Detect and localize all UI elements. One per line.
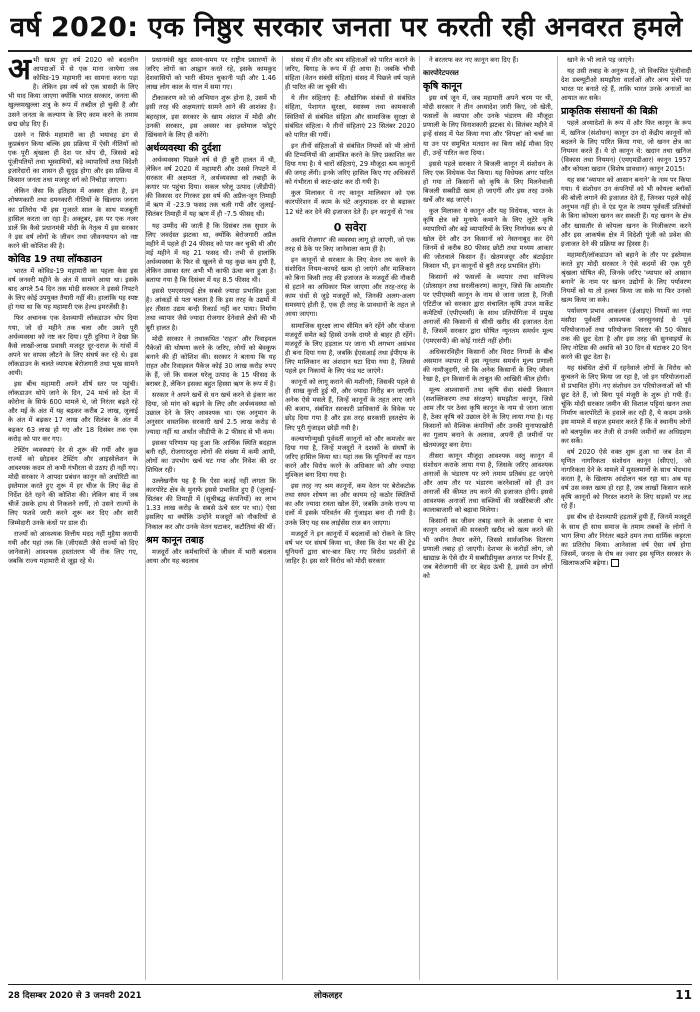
footer-rule <box>8 984 692 985</box>
headline: वर्ष 2020: एक निष्ठुर सरकार जनता पर करती रही अनवरत हमले <box>10 12 683 43</box>
body-paragraph: इन कानूनों से सरकार के लिए वेतन तय करने के संशोधित नियम-कायदे खत्म हो जाएंगे और मालिकान को बिना किसी तरह की इजाजत के मजदूरों की नौकरी से हटाने का अधिकार मिल जाएगा और तरह-तरह के काम धंधों से जुड़े मजदूरों को, जिनकी अलग-अलग समस्याएं होती हैं, एक ही तरह के प्रावधानों के तहत ले आया जाएगा। <box>285 255 415 319</box>
article-column-4 <box>423 56 553 980</box>
column-divider <box>282 56 283 980</box>
body-paragraph: यह सब 'व्यापार को आसान बनाने' के नाम पर किया गया। ये संशोधन उन कंपनियों को भी कोयला ब्लॉकों की बोली लगाने की इजाजत देते हैं, जिनका पहले कोई अनुभव नहीं हो। वे एंड यूज के तमाम पूर्ववर्ती प्रतिबंधों के बिना कोयला खनन कर सकती हैं। यह खनन के क्षेत्र और खासतौर से कोयला खनन के निजीकरण करने और इस आकर्षक क्षेत्र में विदेशी पूंजी को प्रवेश की इजाजत देने की प्रक्रिया का हिस्सा है। <box>561 176 691 248</box>
section-subheading: कृषि कानून <box>423 81 462 93</box>
article-column-2 <box>146 56 276 980</box>
section-break-marker: 0 सवेरा <box>333 220 367 234</box>
body-paragraph: इस बीच महामारी अपने शीर्ष स्तर पर पहुंची। लॉकडाउन थोपे जाने के दिन, 24 मार्च को देश में कोरोना के सिर्फ 600 मामले थे, जो निरंतर बढ़ते रहे और मई के अंत में यह बढ़कर करीब 2 लाख, जुलाई के अंत में बढ़कर 17 लाख और सितंबर के अंत में बढ़कर 63 लाख हो गए और 18 दिसंबर तक एक करोड़ को पार कर गए। <box>8 380 138 443</box>
body-paragraph: मजदूरों और कर्मचारियों के जीवन में भारी बदलाव आया और यह बदलाव <box>146 547 276 565</box>
body-paragraph: मजदूरों ने इन कानूनों में बदलावों को रोकने के लिए वर्ष भर पर संघर्ष किया था, जैसा कि देश भर की ट्रेड यूनियनों द्वारा बार-बार किए गए विरोध प्रदर्शनों से जाहिर है। इस सारे विरोध को मोदी सरकार <box>285 529 415 565</box>
body-paragraph: अर्थव्यवस्था पिछले वर्ष से ही बुरी हालत में थी, लेकिन वर्ष 2020 में महामारी और उससे निपटने में सरकार की अक्षमता ने, अर्थव्यवस्था को तबाही के कगार पर पहुंचा दिया। सकल घरेलू उत्पाद (जीडीपी) की विकास दर गिरकर इस वर्ष की अप्रैल-जून तिमाही में ऋण में -23.9 फसद तक चली गयी और जुलाई-सितंबर तिमाही में यह ऋण में ही -7.5 फीसद थी। <box>146 155 276 219</box>
body-paragraph: राज्यों को आवश्यक वित्तीय मदद नहीं मुहैया करायी गयी और यहां तक कि (जीएसटी जैसे राज्यों को दिए जानेवाले) आवश्यक हस्तांतरण भी रोक लिए गए, जबकि राज्य महामारी से जूझ रहे थे। <box>8 529 138 565</box>
body-paragraph: कुल मिलाकर ये नए कानून मालिकान को एक कारपोरेशन में काम के घंटे अनुत्पादक दर से बढ़ाकर 12 घंटे कर देने की इजाजत देते हैं। इन कानूनों से 'नव <box>285 189 415 216</box>
body-paragraph: भारत में कोविड-19 महामारी का पहला केस इस वर्ष जनवरी महीने के अंत में सामने आया था। इसके बाद अगले 54 दिन तक मोदी सरकार ने इससे निपटने के लिए कोई उपयुक्त तैयारी नहीं की। हालांकि यह स्पष्ट हो गया था कि यह महामारी एक हेल्थ इमरजेंसी है। <box>8 266 138 312</box>
body-paragraph: मूल्य आश्वासनों तथा कृषि सेवा संबंधी किसान (सशक्तिकरण तथा संरक्षण) समझौता कानून, जिसे आम तौर पर ठेका कृषि कानून के नाम से जाना जाता है, ठेका कृषि को उछाल देने के लिए लाया गया है। यह किसानों को वैश्विक कंपनियों और उनकी मुनाफाखोरी का गुलाम बनाने के अलावा, अपनी ही जमीनों पर खेतमजदूर बना देगा। <box>423 386 553 449</box>
body-paragraph: पर्यावरण प्रभाव आकलन (ईआइए) नियमों का नया मसौदा पूर्ववर्ती आवश्यक जनसुनवाई से पूर्व परियोजनाओं तथा परियोजना विस्तार की 50 फीसद तक की छूट देता है और इस तरह की सुनवाइयों के लिए नोटिस की अवधि को 30 दिन से घटाकर 20 दिन करने की छूट देता है। <box>561 307 691 361</box>
issue-date: 28 दिसम्बर 2020 से 3 जनवरी 2021 <box>8 991 142 1001</box>
lead-text: भी खत्म हुए वर्ष 2020 को बदतरीन आपदाओं में से एक माना जायेगा जब कोविड-19 महामारी का सामना करना पड़ा है। लेकिन इस वर्ष को एक त्रासदी के लिए भी याद किया जाएगा क्योंकि भारत सरकार, जनता की खुल्लमखुल्ला शत्रु के रूप में तब्दील हो चुकी है और उसने जनता के कल्याण के लिए काम करने के तमाम छद्म छोड़ दिए हैं। <box>8 56 138 128</box>
body-paragraph: महामारी/लॉकडाउन को बहाने के तौर पर इस्तेमाल करते हुए मोदी सरकार ने ऐसे कदमों की एक पूरी श्रृंखला घोषित की, जिनके जरिए 'व्यापार को आसान बनाने' के नाम पर खनन उद्योगों के लिए पर्यावरण नियमों को या तो हल्का किया जा सके या फिर उनको खत्म किया जा सके। <box>561 250 691 305</box>
body-paragraph: यह संबंधित क्षेत्रों में रहनेवाले लोगों के विरोध को कुचलने के लिए किया जा रहा है, जो इन परियोजनाओं से प्रभावित होंगे। नए संशोधन उन परियोजनाओं को भी छूट देते हैं, जो बिना पूर्व मंजूरी के शुरू हो गयी हैं। चूंकि मोदी सरकार जमीन की विशाल पट्टियां खनन तथा निर्माण कारपोरेटों के हवाले कर रही है, ये कदम उनके इस मामले में सहज हमवार करते हैं कि वे स्थानीय लोगों को बलपूर्वक कर तेजी से उनकी जमीनों का अधिग्रहण कर सकें। <box>561 363 691 445</box>
body-paragraph: तीसरा कानून मौजूदा आवश्यक वस्तु कानून में संशोधन कराके लाया गया है, जिसके जरिए आवश्यक अनाजों के भंडारण पर लगे तमाम प्रतिबंध हट जाएंगे और आम तौर पर भंडारण करनेवालों को ही उन अनाजों की कीमत तय करने की इजाजत होगी। इससे आवश्यक अनाजों तथा सब्जियों की जखीरेबाजी और कालाबाजारी को बढ़ावा मिलेगा। <box>423 451 553 515</box>
body-paragraph: इससे पहले सरकार ने बिजली कानून में संशोधन के लिए एक विधेयक पेश किया। यह विधेयक अगर पारित हो गया तो किसानों को कृषि के लिए मिलनेवाली बिजली सब्सीडी खत्म हो जाएगी और इस तरह उनके खर्चे और बढ़ जाएंगे। <box>423 159 553 205</box>
body-paragraph: किसानों का जीवन तबाह करने के अलावा ये चार कानून अनाजों की सरकारी खरीद को खत्म करने की भी जमीन तैयार करेंगे, जिससे सार्वजनिक वितरण प्रणाली तबाह हो जाएगी। देशभर के करोड़ों लोग, जो खाद्यान्न के ऐसे दौर में सब्सीडीयुक्त अनाज पर निर्भर हैं, जब बेरोजगारी की दर बेहद ऊंची है, इससे उन लोगों को <box>423 517 553 580</box>
body-paragraph: वर्ष 2020 ऐसे वक्त शुरू हुआ था जब देश में घृणित नागरिकता संशोधन कानून (सीएए), जो नागरिकता देने के मामले में मुसलमानों के साथ भेदभाव करता है, के खिलाफ आंदोलन चल रहा था। अब यह वर्ष उस वक्त खत्म हो रहा है, जब लाखों किसान काले कृषि कानूनों को निरस्त कराने के लिए सड़कों पर लड़ रहे हैं। <box>561 447 691 511</box>
body-paragraph: ने बरतरफ कर नए कानून बना दिए हैं। <box>429 56 519 64</box>
body-paragraph: पहले अध्यादेशों के रूप में और फिर कानून के रूप में, खनिज (संशोधन) कानून उन दो केंद्रीय कानूनों को बदलने के लिए पारित किया गया, जो खनन क्षेत्र का नियमन करते हैं। ये दो कानून थे: खदान तथा खनिज (विकास तथा नियमन) (एमएमडीआर) कानून 1957 और कोयला खदान (विशेष प्रावधान) कानून 2015। <box>561 119 691 173</box>
body-paragraph: टीकाकरण को जो अभियान शुरू होना है, उसमें भी इसी तरह की अक्षमताएं सामने आने की आशंका है। बहरहाल, इस सरकार के खाम अंदाज में मोदी और उनकी सरकार, इस अवसर का इस्तेमाल फोटुएं खिंचवाने के लिए ही करेंगे। <box>146 94 276 139</box>
body-paragraph: इस वर्ष जून में, जब महामारी अपने चरम पर थी, मोदी सरकार ने तीन अध्यादेश जारी किए, जो खेती, फसलों के व्यापार और उनके भंडारण की मौजूदा प्रणाली के लिए विनाशकारी झटका थे। सितंबर महीने में इन्हें संसद में पेश किया गया और 'विपक्ष' को चर्चा का या उन पर समुचित मतदान का बिना कोई मौका दिए ही, उन्हें पारित करा दिया। <box>423 94 553 157</box>
body-paragraph: प्रधानमंत्री खुद समय-समय पर राष्ट्रीय प्रसारणों के जरिए लोगों का आह्वान करते रहे, इसके कामकुद देशवासियों को भारी कीमत चुकानी पड़ी और 1.46 लाख लोग काल के गाल में समा गए। <box>146 56 276 92</box>
body-paragraph: लेकिन जैसा कि इतिहास में अक्सर होता है, इन शोषणकारी तथा दमनकारी नीतियों के खिलाफ जनता का प्रतिरोध भी इस गुजरते साल के साथ मजबूती हासिल करता जा रहा है। अक्टूबर, इस पर एक नजर डालें कि कैसे प्रधानमंत्री मोदी के नेतृत्व में इस सरकार ने इस वर्ष लोगों के जीवन तथा जीवनयापन को नष्ट करने की कोशिश की है। <box>8 187 138 250</box>
article-column-5 <box>561 56 691 980</box>
body-paragraph: सरकार ने अपने खर्चे से धन खर्च करने से इंकार कर दिया, जो मांग को बढ़ाने के लिए और अर्थव्यवस्था को उछाल देने के लिए आवश्यक था। एक अनुमान के अनुसार वास्तविक सरकारी खर्च 2.5 लाख करोड़ से ज्यादा नहीं था अर्थात जीडीपी के 2 फीसद से भी कम। <box>146 391 276 436</box>
drop-cap: अ <box>8 56 31 87</box>
section-subheading: प्राकृतिक संसाधनों की बिक्री <box>561 106 658 118</box>
body-paragraph: इन तीनों संहिताओं से संबंधित नियमों को भी लोगों की टिप्पणियों की आमंत्रित करने के लिए प्रकाशित कर दिया गया है। ये चारों संहिताएं, 29 मौजूदा श्रम कानूनों की जगह लेंगी। इनके जरिए हासिल किए गए अधिकारों को गंभीरता से काट-छांट कर दी गयी है। <box>285 141 415 187</box>
body-paragraph: खाने के भी लाले पड़ जाएंगे। <box>567 56 635 64</box>
body-paragraph: उल्लेखनीय यह है कि ऐसा कतई नहीं लगता कि कारपोरेट क्षेत्र के मुनाफे इससे प्रभावित हुए हैं (जुलाई-सितंबर की तिमाही में (सूचीबद्ध कंपनियों) का लाभ 1.33 लाख करोड़ के सबसे ऊंचे स्तर पर था।) ऐसा इसलिए था क्योंकि उन्होंने मजदूरों को नौकरियों से निकाल कर और उनके वेतन घटाकर, कटौतियां की थीं। <box>146 477 276 531</box>
body-paragraph: यह उसी तबाह के अनुरूप है, जो विकसित पूंजीवादी देश डब्ल्यूटीओ समझौता वार्ताओं और अन्य मंचों पर भारत पर बनाते रहे हैं, ताकि भारत उनके अनाजों का आयात कर सके। <box>561 67 691 103</box>
body-paragraph: कुल मिलाकर ये कानून और यह विधेयक, भारत के कृषि क्षेत्र को मुनाफे कमाने के लिए लुटेरे कृषि व्यापारियों और बड़े व्यापारियों के लिए निर्णायक रूप से खोल देंगे और उन किसानों को नेस्तनाबूद कर देंगे जिनमें से करीब 80 फीसद छोटी तथा मध्यम आकार की जोतवाले किसान हैं। खेतमजदूर और बंटाईदार किसान भी, इन कानूनों से बुरी तरह प्रभावित होंगे। <box>423 207 553 270</box>
body-paragraph: कल्याणोन्मुखी पूर्ववर्ती कानूनों को और कमजोर कर दिया गया है, जिन्हें मजदूरों ने दशकों के संघर्षों के जरिए हासिल किया था। यहां तक कि यूनियनों का गठन करने और विरोध करने के अधिकार को और ज्यादा मुश्किल बना दिया गया है। <box>285 434 415 480</box>
body-paragraph: अवधि रोजगार' की व्यवस्था लागू हो जाएगी, जो एक तरह से ठेके पर किए जानेवाला काम ही है। <box>285 235 415 253</box>
section-subheading: कोविड 19 तथा लॉकडाउन <box>8 253 102 265</box>
body-paragraph: इस तरह नए श्रम कानूनों, कम वेतन पर बेरोकटोक तथा सघन शोषण का और कायम रहे कठोर स्थितियों का और ज्यादा रास्ता खोल देंगे, जबकि उनके राज्य या दलों में इसके परिवर्तन की गुंजाइश बना दी गयी है। उनके लिए यह सब लाईसेंस राज बन जाएगा। <box>285 482 415 527</box>
headline-rule <box>8 50 692 52</box>
page-number: 11 <box>675 988 692 1002</box>
body-paragraph: ये तीन संहिताएं हैं: औद्योगिक संबंधों से संबंधित संहिता, पेशागत सुरक्षा, स्वास्थ्य तथा कामकाजी स्थितियों से संबंधित संहिता और सामाजिक सुरक्षा से संबंधित संहिता। ये तीनों संहिताएं 23 सितंबर 2020 को पारित की गयीं। <box>285 94 415 139</box>
body-paragraph: उसने न सिर्फ महामारी का ही भयावह ढंग से कुप्रबंधन किया बल्कि इस प्रक्रिया में ऐसी नीतियाँ को एक पूरी श्रृंखला ही देश पर थोप दी, जिससे बड़े पूंजीपतियों तथा भूस्वामियों, बड़े व्यापारियों तथा विदेशी इजारेदारों का शासन ही सुदृढ़ होगा और इस प्रक्रिया में किसान जनता तथा मजदूर वर्ग को निचोड़ा जाएगा। <box>8 130 138 185</box>
article-columns <box>8 56 692 980</box>
publication-name: लोकलहर <box>314 991 343 1001</box>
subheading-kicker: कारपोरेटपरस्त <box>423 69 459 78</box>
body-paragraph: यह उम्मीद की जाती है कि दिसंबर तक सुधार के लिए जवर्दस्त झटका था, क्योंकि बेरोजगारी अप्रैल महीने में पहले ही 24 फीसद को पार कर चुकी थी और मई महीने में यह 21 फसद थी। तभी से हालांकि अर्थव्यवस्था के फिर से खुलने से यह कुछ कम हुयी है, लेकिन उसका स्तर अभी भी काफी ऊंचा बना हुआ है। बताया गया है कि दिसंबर में यह 8.5 फीसद थी। <box>146 221 276 285</box>
body-paragraph: मोदी सरकार ने तथाकथित 'राहत' और रिवाइवल पैकेजों की घोषणा करने के जरिए, लोगों को बेवकूफ बनाने की ही कोशिश की। सरकार ने बताया कि यह राहत और रिवाइवल पैकेज कोई 30 लाख करोड़ रुपए के हैं, जो कि सकल घरेलू उत्पाद के 15 फीसद के बराबर है, लेकिन इसका बहुत हिस्सा ऋण के रूप में है। <box>146 334 276 389</box>
section-subheading: श्रम कानून तबाह <box>146 534 204 546</box>
body-paragraph: इसका परिणाम यह हुआ कि आर्थिक स्थिति बदहाल बनी रही, रोजगारशुदा लोगों की संख्या में कमी आयी, लोगों का उपभोग खर्च घट गया और निवेश की दर शिथिल रही। <box>146 438 276 474</box>
body-paragraph: टेस्टिंग व्यवस्थाएं देर से शुरू की गयीं और कुछ राज्यों को छोड़कर टेस्टिंग और आइसोलेशन के आवश्यक कदम तो कभी गंभीरता से उठाए ही नहीं गए। मोदी सरकार ने आपदा प्रबंधन कानून को अधोरिटी का इस्तेमाल करते हुए शुरू में हर चीज के लिए केंद्र से निर्देश देते रहने की कोशिश की। लेकिन बाद में जब चीजें उसके हाथ से निकलने लगीं, तो उसने राज्यों के लिए फतवे जारी करने शुरू कर दिए और सारी जिम्मेदारी उनके कंधों पर डाल दी। <box>8 445 138 527</box>
article-column-3 <box>285 56 415 980</box>
end-of-article-mark <box>611 559 619 567</box>
page-footer <box>8 988 692 1006</box>
body-paragraph: सामाजिक सुरक्षा लाभ सीमित बने रहेंगे और योजना मजदूरों समेत बड़े हिस्से उनके दायरे से बाहर ही रहेंगे। मजदूरों के लिए हड़ताल पर जाना भी लगभग असंभव ही बना दिया गया है, जबकि ईएसआई तथा ईपीएफ के लिए मालिकान का अंशदान घटा दिया गया है, जिससे पहले इन निकायों के लिए फंड घट जाएंगे। <box>285 321 415 375</box>
article-column-1 <box>8 56 138 980</box>
body-paragraph: इससे एमएसएमई क्षेत्र सबसे ज्यादा प्रभावित हुआ है। आंकड़ों से पता चलता है कि इस तरह के उद्यमों में हर तीसरा उद्यम बन्दी रिकार्ड नहीं कर पाया। निर्माण तथा व्यापार जैसे ज्यादा रोजगार देनेवाले क्षेत्रों की भी बुरी हालत है। <box>146 287 276 332</box>
section-subheading: अर्थव्यवस्था की दुर्दशा <box>146 142 221 154</box>
column-divider <box>419 56 420 980</box>
lead-paragraph <box>8 56 138 129</box>
body-paragraph: किसानों को फसलों के व्यापार तथा वाणिज्य (प्रोत्साहन तथा सरलीकरण) कानून, जिसे कि आमतौर पर एपीएमसी कानून के नाम से जाना जाता है, निजी एंटिटीज को सरकार द्वारा संचालित कृषि उपज मार्केट कमेटियों (एपीएमसी) के साथ प्रतियोगिता में प्रमुख अनाजों की किसानों से सीधी खरीद की इजाजत देता है, जिसमें सरकार द्वारा घोषित न्यूनतम समर्थन मूल्य (एमएसपी) की कोई गारंटी नहीं होगी। <box>423 272 553 345</box>
body-paragraph: इस बीच दो देशव्यापी हड़तालें हुयी हैं, जिनमें मजदूरों के साथ ही साथ समाज के तमाम तबकों के लोगों ने भाग लिया और निरंतर बढ़ते दमन तथा धार्मिक कट्टरता का प्रतिरोध किया। आनेवाला वर्ष ऐसा वर्ष होगा जिसमें, जनता के रोष का ज्वार इस घृणित सरकार के खिलाफअभि बढ़ेगा। <box>561 513 691 567</box>
body-paragraph: फिर अचानक एक देशव्यापी लॉकडाउन थोप दिया गया, जो दो महीने तक चला और उसने पूरी अर्थव्यवस्था को नष्ट कर दिया। पूरी दुनिया ने देखा कि कैसे लाखों-लाख प्रवासी मजदूर दूर-दराज के गांवों में अपने घर वापस लौटने के लिए संघर्ष कर रहे थे। इस लॉकडाउन के चलते व्यापक बेरोजगारी तथा भूख सामने आयी। <box>8 314 138 377</box>
body-paragraph: संसद में तीन और श्रम संहिताओं को पारित कराने के जरिए, बिगाड़ के रूप में ही आया है। जबकि चौथी संहिता (वेतन संबंधी संहिता) संसद में पिछले वर्ष पहले ही पारित की जा चुकी थी। <box>285 56 415 92</box>
body-paragraph: अधिकारविहीन किसानों और विराट निगमों के बीच असमान व्यापार में इस न्यूनतम समर्थन मूल्य प्रणाली की नामौजूदगी, जो कि अनेक किसानों के लिए जीवन रेखा है, इन किसानों के ताबूत की आखिरी कील होगी। <box>423 347 553 383</box>
column-divider <box>557 56 558 980</box>
body-paragraph: कानूनों को लागू कराने की मशीनरी, जिसकी पहले से ही साख कुत्ती हुई थी, और ज्यादा निरीह बन जाएगी। अनेक ऐसे मसले हैं, जिन्हें कानूनों के तहत लाए जाने की बजाय, संबंधित सरकारी प्राधिकारों के विवेक पर छोड़ दिया गया है और इस तरह सरकारी हस्तक्षेप के लिए पूरी गुंजाइश छोड़ी गयी है। <box>285 378 415 432</box>
